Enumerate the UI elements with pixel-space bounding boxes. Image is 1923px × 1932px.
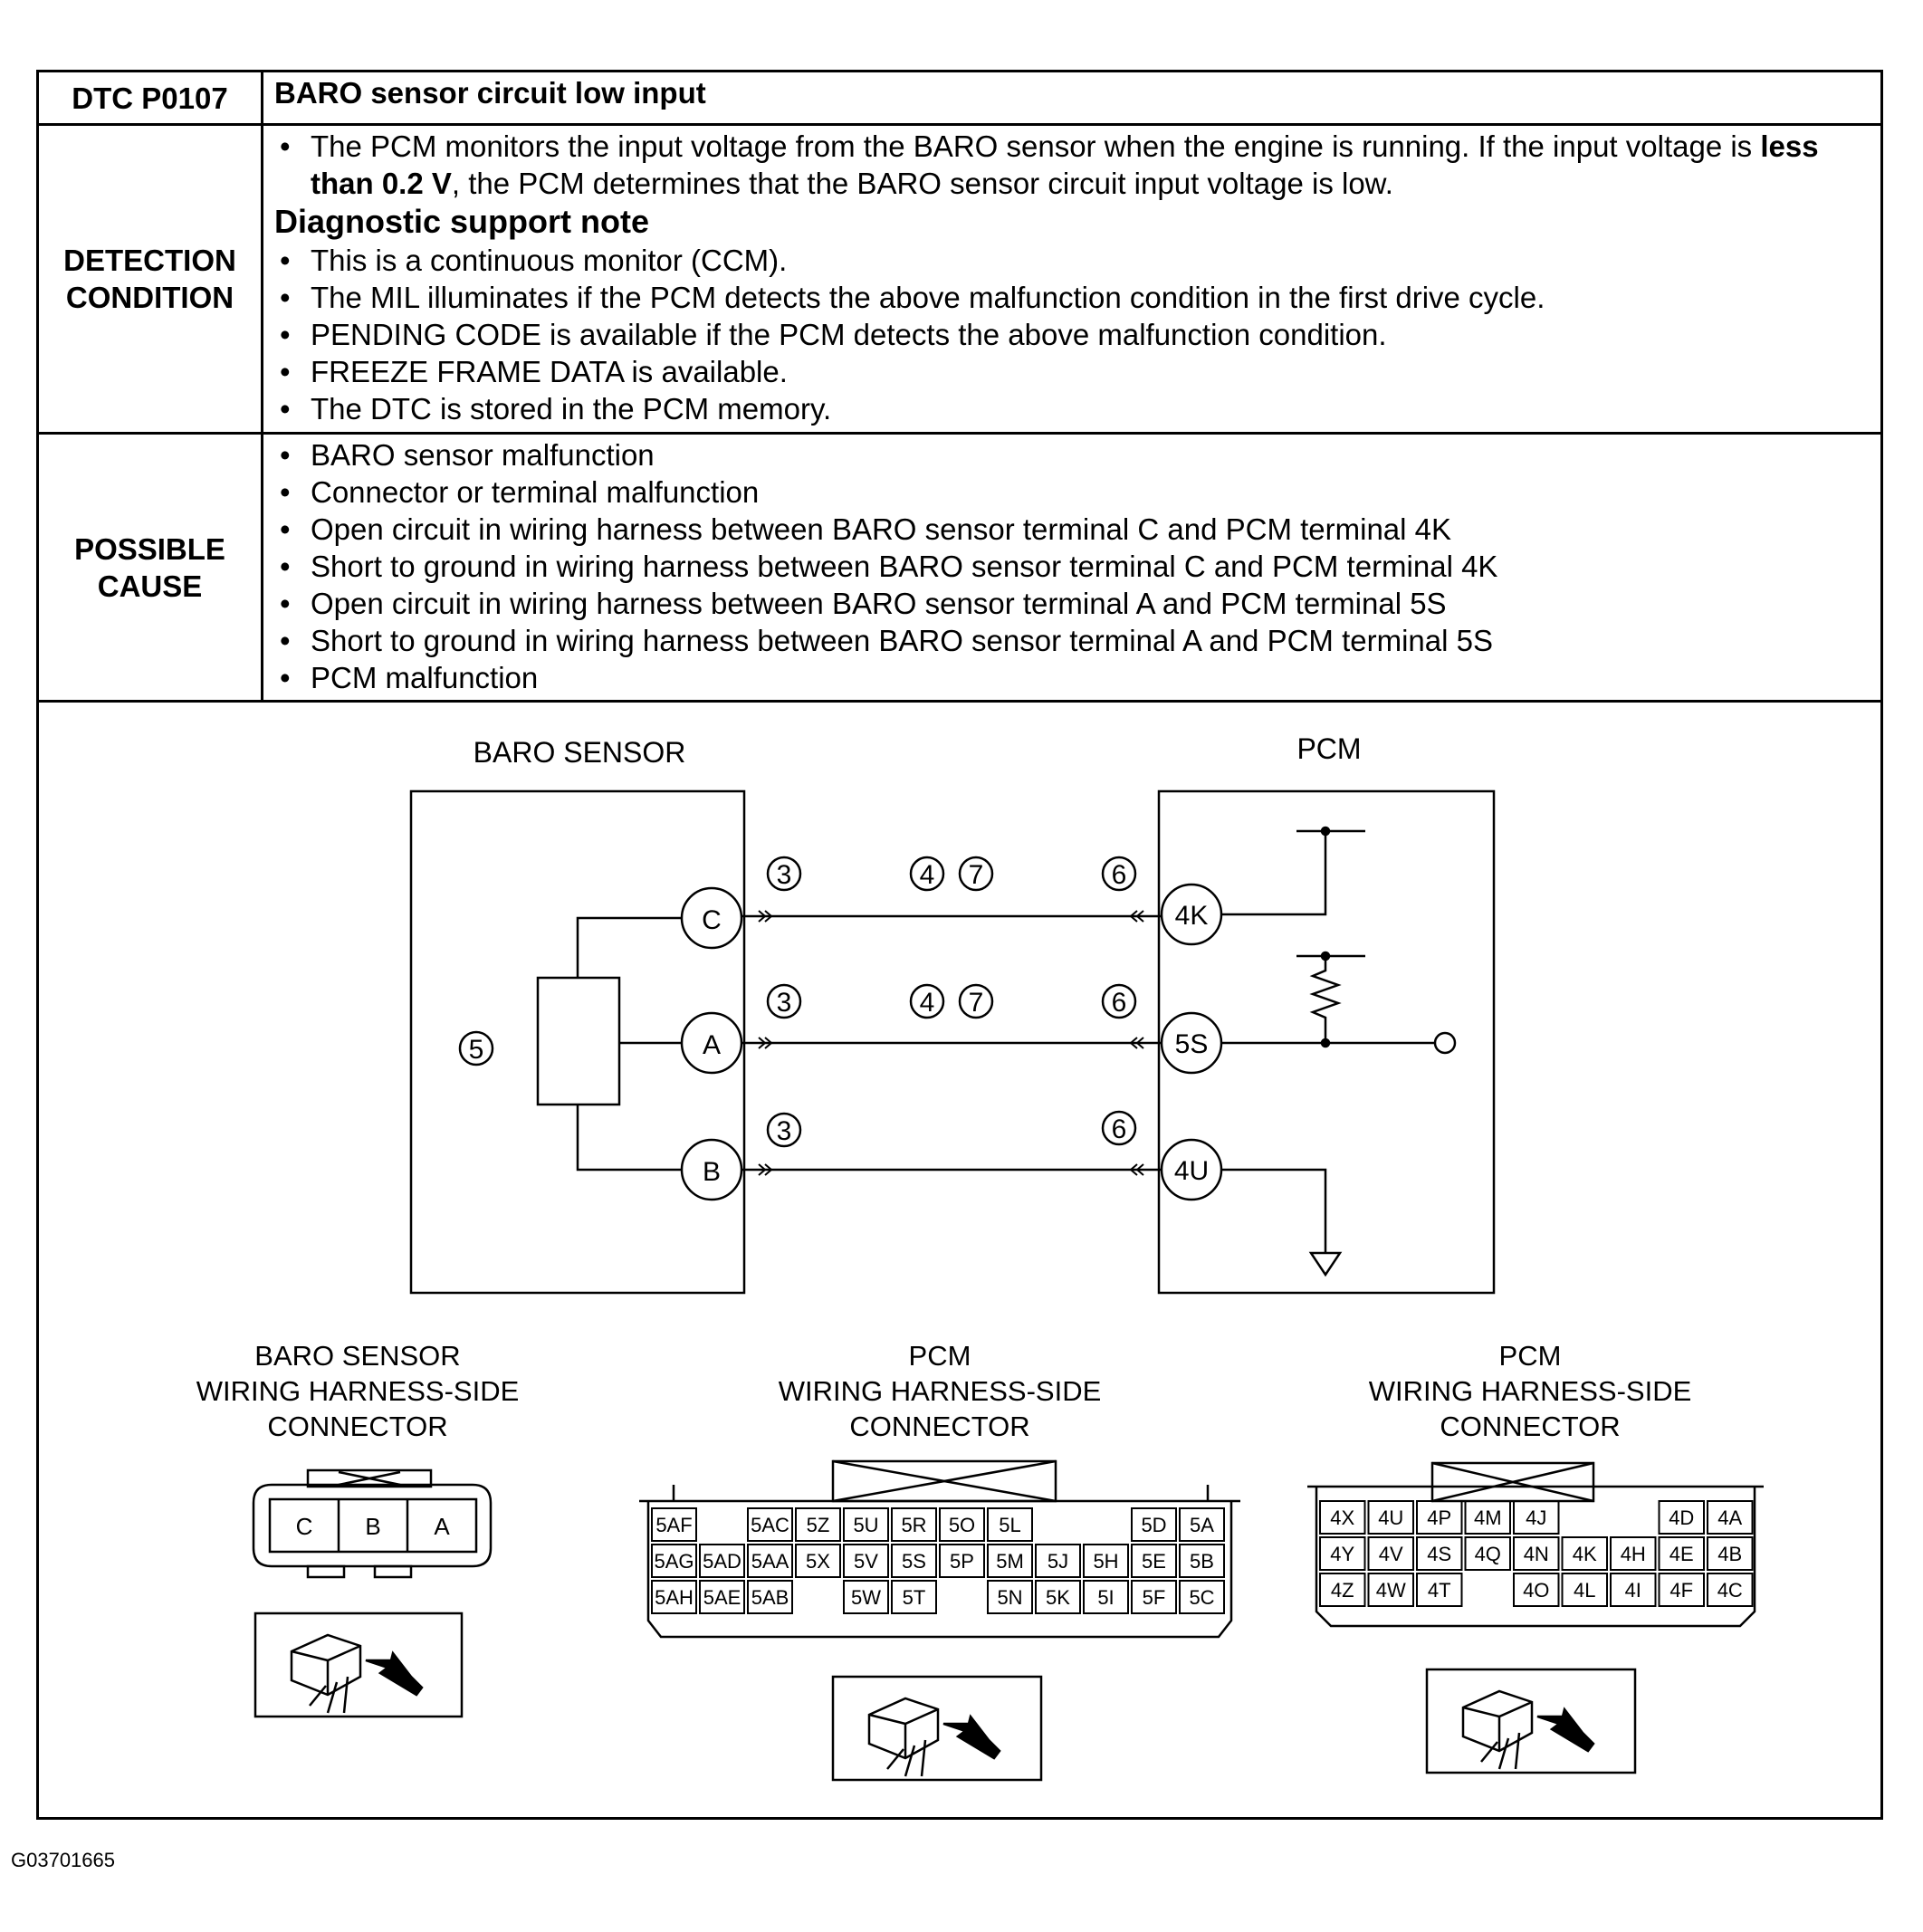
step-6: 6	[1111, 988, 1127, 1018]
connector-pin-label: 5AC	[751, 1514, 789, 1536]
step-3: 3	[776, 1116, 792, 1146]
terminal-5s-label: 5S	[1174, 1029, 1209, 1059]
connector-pin-label: 5X	[806, 1550, 830, 1573]
detection-threshold: less than 0.2 V	[311, 129, 1819, 200]
connector-pin-label: 4S	[1427, 1543, 1452, 1565]
connector-pin-label: 5N	[997, 1586, 1023, 1609]
baro-connector-pins	[296, 1513, 451, 1540]
connector-pin-label: 5AF	[655, 1514, 693, 1536]
connector-pin-label: 5I	[1097, 1586, 1115, 1609]
note-item: • The MIL illuminates if the PCM detects the above malfunction condition in the first drive cycle.	[311, 279, 1871, 316]
connector-pin-label: 4C	[1717, 1579, 1743, 1602]
pcm4-connector-title-3: CONNECTOR	[1440, 1411, 1621, 1442]
connector-pin-label: 5AA	[751, 1550, 789, 1573]
step-6: 6	[1111, 860, 1127, 890]
cause-item: • Connector or terminal malfunction	[311, 473, 1871, 511]
baro-connector-title-1: BARO SENSOR	[254, 1340, 461, 1372]
connector-pin-label: 4W	[1375, 1579, 1406, 1602]
pcm4-connector-title-2: WIRING HARNESS-SIDE	[1368, 1375, 1692, 1407]
connector-pin-label: 5AG	[654, 1550, 694, 1573]
connector-pin-label: 4X	[1330, 1506, 1355, 1529]
connector-pin-label: 5C	[1189, 1586, 1215, 1609]
connector-pin-label: 5AD	[703, 1550, 741, 1573]
connector-pin-label: 4U	[1378, 1506, 1404, 1529]
baro-connector-title-2: WIRING HARNESS-SIDE	[196, 1375, 520, 1407]
cause-item: • PCM malfunction	[311, 659, 1871, 696]
dtc-title: BARO sensor circuit low input	[263, 72, 1882, 125]
possible-label-line1: POSSIBLE	[74, 531, 225, 566]
connector-pin-label: 5D	[1141, 1514, 1167, 1536]
connector-pin-label: 4E	[1669, 1543, 1694, 1565]
connector-pin-label: 5A	[1190, 1514, 1214, 1536]
pcm4-connector-title-1: PCM	[1498, 1340, 1562, 1372]
terminal-4u-label: 4U	[1173, 1156, 1210, 1186]
detection-label-line1: DETECTION	[63, 244, 236, 277]
pcm-title: PCM	[1296, 732, 1362, 765]
connector-pin-label: 5E	[1142, 1550, 1166, 1573]
note-item: • The DTC is stored in the PCM memory.	[311, 390, 1871, 427]
baro-pin-a: A	[434, 1513, 450, 1540]
detection-intro-a: The PCM monitors the input voltage from the BARO sensor when the engine is running. If the input voltage is	[311, 129, 1761, 163]
step-5: 5	[468, 1035, 484, 1065]
connector-pin-label: 4O	[1523, 1579, 1550, 1602]
pcm5-connector-title-3: CONNECTOR	[849, 1411, 1030, 1442]
baro-sensor-title: BARO SENSOR	[473, 736, 686, 769]
sensor-lead-c	[578, 918, 681, 978]
connector-pin-label: 5B	[1190, 1550, 1214, 1573]
connector-pin-label: 5O	[948, 1514, 976, 1536]
step-7: 7	[968, 860, 984, 890]
connector-pin-label: 5K	[1046, 1586, 1070, 1609]
cause-item: • Open circuit in wiring harness between BARO sensor terminal C and PCM terminal 4K	[311, 511, 1871, 548]
terminal-4k-label: 4K	[1174, 901, 1209, 931]
cause-item: • Short to ground in wiring harness between BARO sensor terminal C and PCM terminal 4K	[311, 548, 1871, 585]
sensor-element	[538, 978, 619, 1105]
terminal-b-label: B	[702, 1157, 722, 1187]
pcm5-connector-title-1: PCM	[908, 1340, 971, 1372]
connector-pin-label: 4T	[1427, 1579, 1451, 1602]
step-3: 3	[776, 860, 792, 890]
connector-pin-label: 5AB	[751, 1586, 789, 1609]
baro-pin-b: B	[365, 1513, 381, 1540]
terminal-c-label: C	[702, 905, 722, 935]
view-direction-icon	[1427, 1669, 1635, 1773]
connector-pin-label: 4V	[1378, 1543, 1403, 1565]
connector-pin-label: 4Z	[1330, 1579, 1354, 1602]
connector-pin-label: 4K	[1572, 1543, 1597, 1565]
connector-pin-label: 4N	[1523, 1543, 1549, 1565]
connector-pin-label: 4F	[1669, 1579, 1694, 1602]
baro-connector-title-3: CONNECTOR	[267, 1411, 448, 1442]
connector-pin-label: 5W	[851, 1586, 881, 1609]
connector-pin-label: 4D	[1669, 1506, 1695, 1529]
connector-pin-label: 4P	[1427, 1506, 1452, 1529]
pcm-4u-circuit	[1221, 1170, 1325, 1253]
connector-pin-label: 5J	[1047, 1550, 1069, 1573]
pcm5-pin-grid	[652, 1508, 1224, 1613]
note-item: • This is a continuous monitor (CCM).	[311, 242, 1871, 279]
step-3: 3	[776, 988, 792, 1018]
step-4: 4	[919, 860, 935, 890]
connector-pin-label: 5M	[996, 1550, 1024, 1573]
connector-pin-label: 5V	[854, 1550, 878, 1573]
connector-pin-label: 4J	[1526, 1506, 1547, 1529]
connector-titles	[196, 1340, 1692, 1442]
possible-label-line2: CAUSE	[97, 569, 203, 603]
connector-pin-label: 4Q	[1474, 1543, 1501, 1565]
dtc-code: DTC P0107	[38, 72, 263, 125]
pcm4-pin-grid	[1320, 1501, 1753, 1606]
note-item: • PENDING CODE is available if the PCM detects the above malfunction condition.	[311, 316, 1871, 353]
junction-dot	[1322, 1039, 1329, 1047]
connector-pin-label: 5T	[902, 1586, 926, 1609]
connector-pin-label: 5H	[1093, 1550, 1119, 1573]
connector-pin-label: 5R	[901, 1514, 927, 1536]
connector-pin-label: 4B	[1717, 1543, 1743, 1565]
terminal-a-label: A	[702, 1030, 722, 1060]
pcm-4k-circuit	[1221, 831, 1325, 914]
view-direction-icon	[833, 1677, 1041, 1780]
step-4: 4	[919, 988, 935, 1018]
step-markers	[460, 857, 1135, 1146]
connector-pin-label: 4I	[1624, 1579, 1641, 1602]
cause-item: • BARO sensor malfunction	[311, 436, 1871, 473]
view-direction-icon	[255, 1613, 462, 1717]
connector-pin-label: 5U	[853, 1514, 879, 1536]
connector-pin-label: 5S	[902, 1550, 926, 1573]
step-7: 7	[968, 988, 984, 1018]
pcm-input-node	[1435, 1033, 1455, 1053]
detection-intro-c: , the PCM determines that the BARO sensor circuit input voltage is low.	[451, 167, 1393, 200]
sensor-lead-b	[578, 1105, 681, 1170]
connector-pin-label: 5Z	[806, 1514, 830, 1536]
connector-pin-label: 4M	[1473, 1506, 1502, 1529]
connector-pin-label: 5AH	[655, 1586, 694, 1609]
pcm5-connector-title-2: WIRING HARNESS-SIDE	[778, 1375, 1102, 1407]
connector-pin-label: 5L	[999, 1514, 1021, 1536]
connector-pin-label: 4Y	[1330, 1543, 1355, 1565]
pull-up-resistor	[1313, 956, 1338, 1043]
figure-code: G03701665	[11, 1849, 115, 1871]
connector-pin-label: 5P	[950, 1550, 974, 1573]
junction-dot	[1322, 827, 1329, 835]
connector-pin-label: 5F	[1142, 1586, 1166, 1609]
connector-pin-label: 4L	[1574, 1579, 1596, 1602]
connector-pin-label: 4H	[1620, 1543, 1646, 1565]
detection-label-line2: CONDITION	[65, 281, 234, 314]
connector-pin-label: 5AE	[703, 1586, 741, 1609]
note-item: • FREEZE FRAME DATA is available.	[311, 353, 1871, 390]
connector-pin-label: 4A	[1717, 1506, 1743, 1529]
baro-pin-c: C	[295, 1513, 313, 1540]
cause-item: • Open circuit in wiring harness between BARO sensor terminal A and PCM terminal 5S	[311, 585, 1871, 622]
ground-icon	[1311, 1253, 1340, 1275]
cause-item: • Short to ground in wiring harness between BARO sensor terminal A and PCM terminal 5S	[311, 622, 1871, 659]
diagnostic-note-title: Diagnostic support note	[274, 203, 649, 240]
step-6: 6	[1111, 1114, 1127, 1144]
